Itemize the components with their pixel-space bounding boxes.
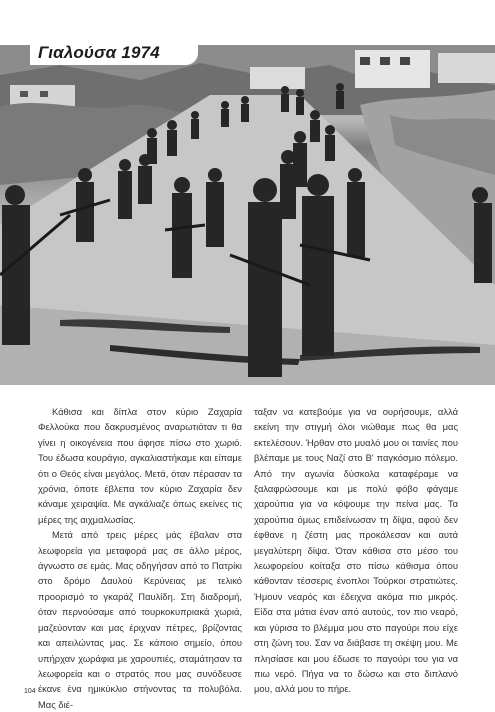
paragraph: ταξαν να κατεβούμε για να ουρήσουμε, αλλά εκείνη την στιγμή όλοι νιώθαμε πως θα μας εκτελέσουν. Ήρθαν στο μυαλό μου οι ταινίες που βλέπαμε με τους Ναζί στο Β' παγκόσμιο πόλεμο. Από την αγωνία δύσκολα καταφέραμε να ξαλαφρώσουμε και με πολύ φόβο φάγαμε χαρούπια για να κόψουμε την πείνα μας. Τα χαρούπια όμως επιδείνωσαν τη δίψα, αφού δεν έφθανε η ζέστη μας προκάλεσαν και αυτά μεγαλύτερη δίψα. Όταν κάθισα στο μέσο του λεωφορείου κοίταξα στο πίσω κάθισμα όπου κάθονταν τέσσερις ένοπλοι Τούρκοι στρατιώτες. Ήμουν νεαρός και έδειχνα ακόμα πιο μικρός. Είδα στα μάτια έναν από αυτούς, τον πιο νεαρό, και γύρισα το βλέμμα μου στο παγούρι που είχε στη ζώνη του. Σαν να διάβασε τη σκέψη μου. Με πλησίασε και μου έδωσε το παγούρι του για να πιω νερό. Πήγα να το δώσω και στο διπλανό μου, αλλά μου το πήρε.: [254, 406, 458, 695]
soldiers-photo: [0, 45, 495, 385]
page-number: 104: [24, 688, 36, 695]
paragraph: Κάθισα και δίπλα στον κύριο Ζαχαρία Φελλούκα που δακρυσμένος αναρωτιόταν τι θα γίνει η οικογένεια που άφησε πίσω στο χωριό. Του έδωσα κουράγιο, αγκαλιαστήκαμε και είπαμε ότι ο Θεός είναι μεγάλος. Μετά, όταν πέρασαν τα χρόνια, όποτε έβλεπα τον κύριο Ζαχαρία δεν κάναμε χειραψία. Με αγκάλιαζε όπως εκείνες τις μέρες της αιχμαλωσίας.: [38, 406, 242, 525]
body-text: [38, 404, 458, 712]
right-column: [254, 404, 458, 712]
page-title: Γιαλούσα 1974: [38, 43, 160, 62]
left-column: [38, 404, 242, 712]
paragraph: Μετά από τρεις μέρες μάς έβαλαν στα λεωφορεία για μεταφορά μας σε άλλο μέρος, άγνωστο σε εμάς. Μας οδηγήσαν από το Πατρίκι στο δρόμο Δαυλού Κερύνειας με τελικό προορισμό το γκαράζ Παυλίδη. Στη διαδρομή, όταν περνούσαμε από τουρκοκυπριακά χωριά, μαζεύονταν και μας έριχναν πέτρες, βρίζοντας και απειλώντας μας. Σε κάποιο σημείο, όπου υπήρχαν χωράφια με χαρουπιές, σταμάτησαν τα λεωφορεία και ο στρατός που μας συνόδευσε έκανε ένα ημικύκλιο στήνοντας τα πολυβόλα. Μας διέ-: [38, 529, 242, 710]
title-banner: [30, 41, 198, 65]
photo-illustration: [0, 45, 495, 385]
